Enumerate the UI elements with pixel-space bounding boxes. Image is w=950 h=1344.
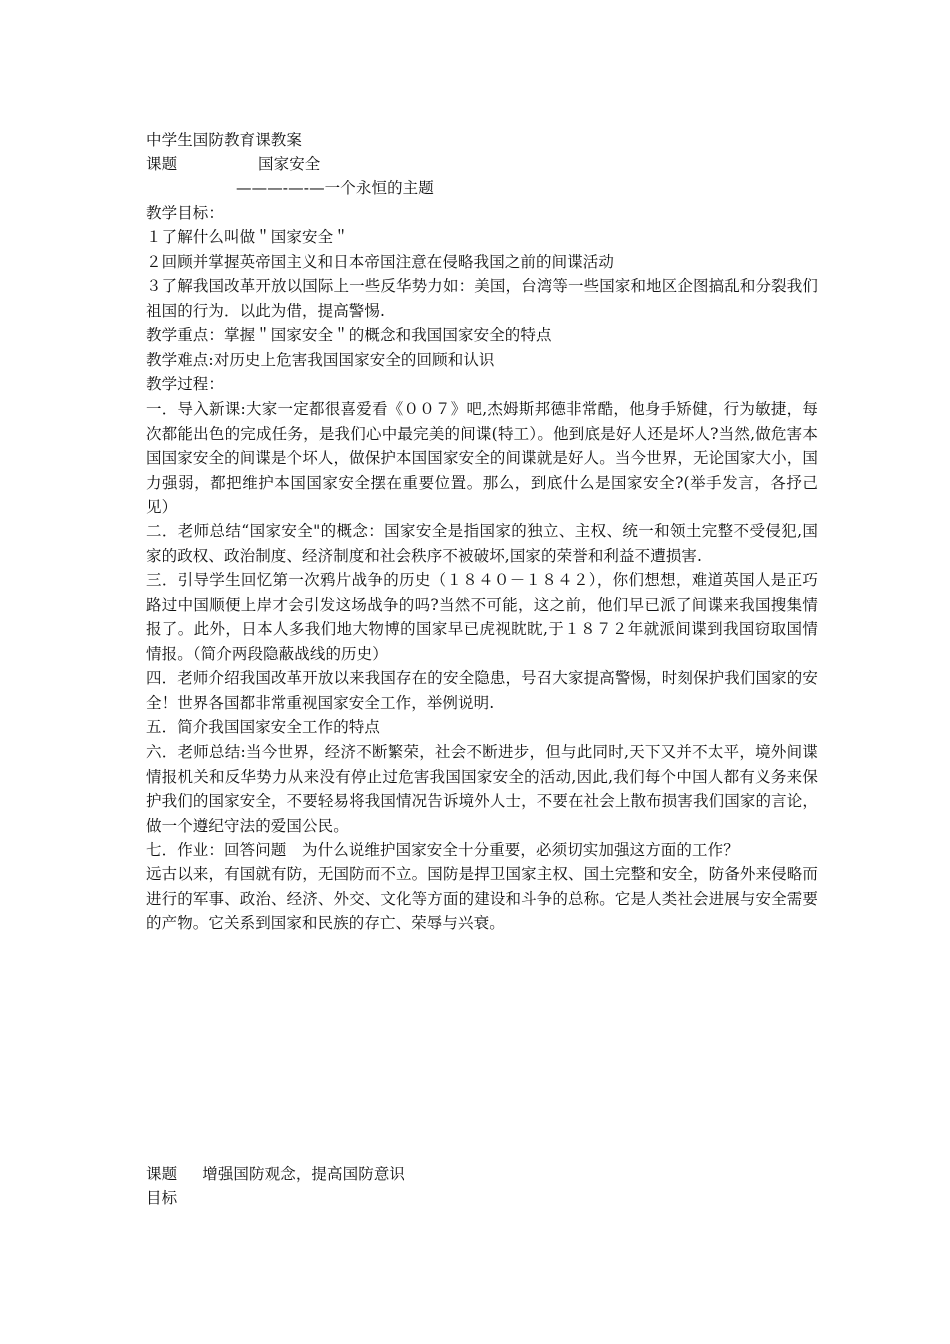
process-heading: 教学过程： — [146, 375, 225, 393]
document-title: 中学生国防教育课教案 — [146, 131, 303, 149]
lesson1-topic-label: 课题 — [146, 155, 178, 173]
difficulty: 教学难点:对历史上危害我国国家安全的回顾和认识 — [146, 351, 495, 369]
process-step: 四．老师介绍我国改革开放以来我国存在的安全隐患，号召大家提高警惕，时刻保护我们国家的安全！世界各国都非常重视国家安全工作，举例说明. — [146, 669, 818, 712]
closing-paragraph: 远古以来，有国就有防，无国防而不立。国防是捍卫国家主权、国土完整和安全，防备外来侵略而进行的军事、政治、经济、外交、文化等方面的建设和斗争的总称。它是人类社会进展与安全需要的产物。它关系到国家和民族的存亡、荣辱与兴衰。 — [146, 865, 818, 932]
lesson2-topic-label: 课题 — [146, 1165, 178, 1183]
lesson2-objectives-heading: 目标 — [146, 1189, 178, 1207]
objectives-heading: 教学目标： — [146, 204, 225, 222]
key-point: 教学重点：掌握＂国家安全＂的概念和我国国家安全的特点 — [146, 326, 552, 344]
lesson1-topic-title: 国家安全 — [258, 155, 321, 173]
process-step: 一．导入新课:大家一定都很喜爱看《００７》吧,杰姆斯邦德非常酷，他身手矫健，行为敏捷，每次都能出色的完成任务，是我们心中最完美的间谍(特工）。他到底是好人还是坏人?当然,做危害本国国家安全的间谍是个坏人，做保护本国国家安全的间谍就是好人。当今世界，无论国家大小，国力强弱，都把维护本国国家安全摆在重要位置。那么，到底什么是国家安全?(举手发言，各抒己见） — [146, 400, 818, 516]
lesson1-topic-row — [146, 152, 321, 176]
objective-item: ２回顾并掌握英帝国主义和日本帝国注意在侵略我国之前的间谍活动 — [146, 253, 615, 271]
process-step: 二．老师总结“国家安全"的概念：国家安全是指国家的独立、主权、统一和领土完整不受侵犯,国家的政权、政治制度、经济制度和社会秩序不被破坏,国家的荣誉和利益不遭损害. — [146, 522, 818, 565]
process-step: 六．老师总结:当今世界，经济不断繁荣，社会不断进步，但与此同时,天下又并不太平，境外间谍情报机关和反华势力从来没有停止过危害我国国家安全的活动,因此,我们每个中国人都有义务来保护我们的国家安全，不要轻易将我国情况告诉境外人士，不要在社会上散布损害我们国家的言论，做一个遵纪守法的爱国公民。 — [146, 743, 818, 835]
objective-item: ３了解我国改革开放以国际上一些反华势力如：美国，台湾等一些国家和地区企图搞乱和分裂我们祖国的行为．以此为借，提高警惕. — [146, 277, 818, 320]
process-step: 三．引导学生回忆第一次鸦片战争的历史（１８４０－１８４２），你们想想，难道英国人是正巧路过中国顺便上岸才会引发这场战争的吗?当然不可能，这之前，他们早已派了间谍来我国搜集情报了。此外，日本人多我们地大物博的国家早已虎视眈眈,于１８７２年就派间谍到我国窃取国情情报。（简介两段隐蔽战线的历史） — [146, 571, 818, 663]
process-step: 五．简介我国国家安全工作的特点 — [146, 718, 381, 736]
lesson2-topic-title: 增强国防观念，提高国防意识 — [202, 1165, 406, 1183]
lesson1-subtitle: ———-—-—一个永恒的主题 — [236, 179, 434, 197]
lesson2-topic-row — [146, 1162, 405, 1186]
objective-item: １了解什么叫做＂国家安全＂ — [146, 228, 349, 246]
homework: 七．作业：回答问题 为什么说维护国家安全十分重要，必须切实加强这方面的工作？ — [146, 841, 739, 859]
